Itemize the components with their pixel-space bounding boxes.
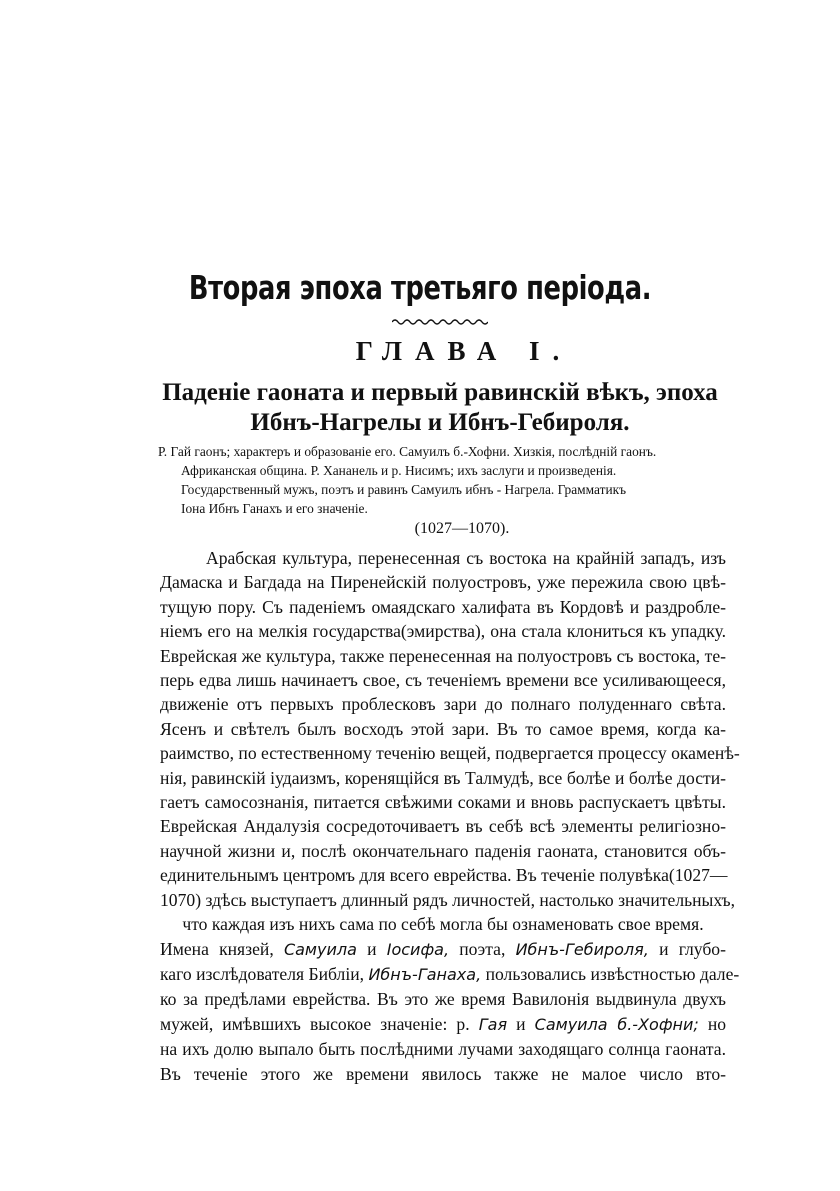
body-line <box>160 1012 726 1037</box>
person-name: Самуила <box>283 939 357 959</box>
body-fragment: но <box>707 1013 727 1034</box>
body-fragment: и глубо- <box>659 938 726 959</box>
body-line: научной жизни и, послѣ окончательнаго паденія гаоната, становится объ- <box>160 840 726 861</box>
body-text <box>160 546 740 1086</box>
body-line: гаетъ самосознанія, питается свѣжими соками и вновь распускаетъ цвѣты. <box>160 792 726 813</box>
wavy-rule-ornament <box>392 316 488 328</box>
body-line: раимство, по естественному теченію вещей, подвергается процессу окаменѣ- <box>160 743 740 764</box>
summary-line: Африканская община. Р. Хананель и р. Нисимъ; ихъ заслуги и произведенія. <box>181 463 617 478</box>
body-line: Дамаска и Багдада на Пиренейскій полуостровъ, уже пережила свою цвѣ- <box>160 572 726 593</box>
body-line: нія, равинскій іудаизмъ, коренящійся въ Талмудѣ, все болѣе и болѣе дости- <box>160 767 726 788</box>
summary-line: Іона Ибнъ Ганахъ и его значеніе. <box>181 501 368 516</box>
body-line: Еврейская Андалузія сосредоточиваетъ въ себѣ всѣ элементы религіозно- <box>160 816 726 837</box>
body-fragment: и <box>516 1013 526 1034</box>
body-line <box>160 962 740 987</box>
body-fragment: поэта, <box>459 938 506 959</box>
body-line: Ясенъ и свѣтелъ былъ восходъ этой зари. Въ то самое время, когда ка- <box>160 718 726 739</box>
body-line: на ихъ долю выпало быть послѣдними лучами заходящаго солнца гаоната. <box>160 1039 726 1060</box>
body-fragment: каго изслѣдователя Библіи, <box>160 963 365 984</box>
chapter-summary <box>158 442 728 518</box>
body-line: 1070) здѣсь выступаетъ длинный рядъ личностей, настолько значительныхъ, <box>160 889 735 910</box>
body-line: ко за предѣлами еврейства. Въ это же время Вавилонія выдвинула двухъ <box>160 989 726 1010</box>
era-title: Вторая эпоха третьяго періода. <box>188 268 652 307</box>
summary-line: Государственный мужъ, поэтъ и равинъ Самуилъ ибнъ - Нагрела. Грамматикъ <box>181 482 627 497</box>
body-fragment: мужей, имѣвшихъ высокое значеніе: р. <box>160 1013 470 1034</box>
body-line: что каждая изъ нихъ сама по себѣ могла бы ознаменовать свое время. <box>182 914 704 935</box>
body-fragment: пользовались извѣстностью дале- <box>485 963 740 984</box>
person-name: Ибнъ-Ганаха, <box>368 964 482 984</box>
chapter-title-line: Паденіе гаоната и первый равинскій вѣкъ, эпоха <box>162 379 718 406</box>
chapter-label: ГЛАВА I. <box>355 336 573 366</box>
summary-line: Р. Гай гаонъ; характеръ и образованіе его. Самуилъ б.-Хофни. Хизкія, послѣдній гаонъ. <box>158 444 657 459</box>
body-line: Въ теченіе этого же времени явилось также не малое число вто- <box>160 1063 726 1084</box>
body-fragment: и <box>367 938 377 959</box>
body-line: единительнымъ центромъ для всего еврейства. Въ теченіе полувѣка(1027— <box>160 865 728 886</box>
body-line: тущую пору. Съ паденіемъ омаядскаго халифата въ Кордовѣ и раздробле- <box>160 596 726 617</box>
body-line <box>160 937 726 962</box>
person-name: Самуила б.-Хофни; <box>534 1014 699 1034</box>
body-line: ніемъ его на мелкія государства(эмирства), она стала клониться къ упадку. <box>160 621 726 642</box>
chapter-title-line: Ибнъ-Нагрелы и Ибнъ-Гебироля. <box>250 409 630 436</box>
body-line: Арабская культура, перенесенная съ востока на крайній западъ, изъ <box>206 548 726 568</box>
person-name: Гая <box>478 1014 508 1034</box>
body-line: перь едва лишь начинаетъ свое, съ теченіемъ времени все усиливающееся, <box>160 670 726 691</box>
chapter-title <box>100 378 780 438</box>
body-fragment: Имена князей, <box>160 938 274 959</box>
chapter-dates: (1027—1070). <box>414 520 510 537</box>
person-name: Ибнъ-Гебироля, <box>515 939 649 959</box>
body-line: Еврейская же культура, также перенесенная на полуостровъ съ востока, те- <box>160 645 726 666</box>
person-name: Іосифа, <box>386 939 450 959</box>
body-line: движеніе отъ первыхъ проблесковъ зари до полнаго полуденнаго свѣта. <box>160 694 726 715</box>
